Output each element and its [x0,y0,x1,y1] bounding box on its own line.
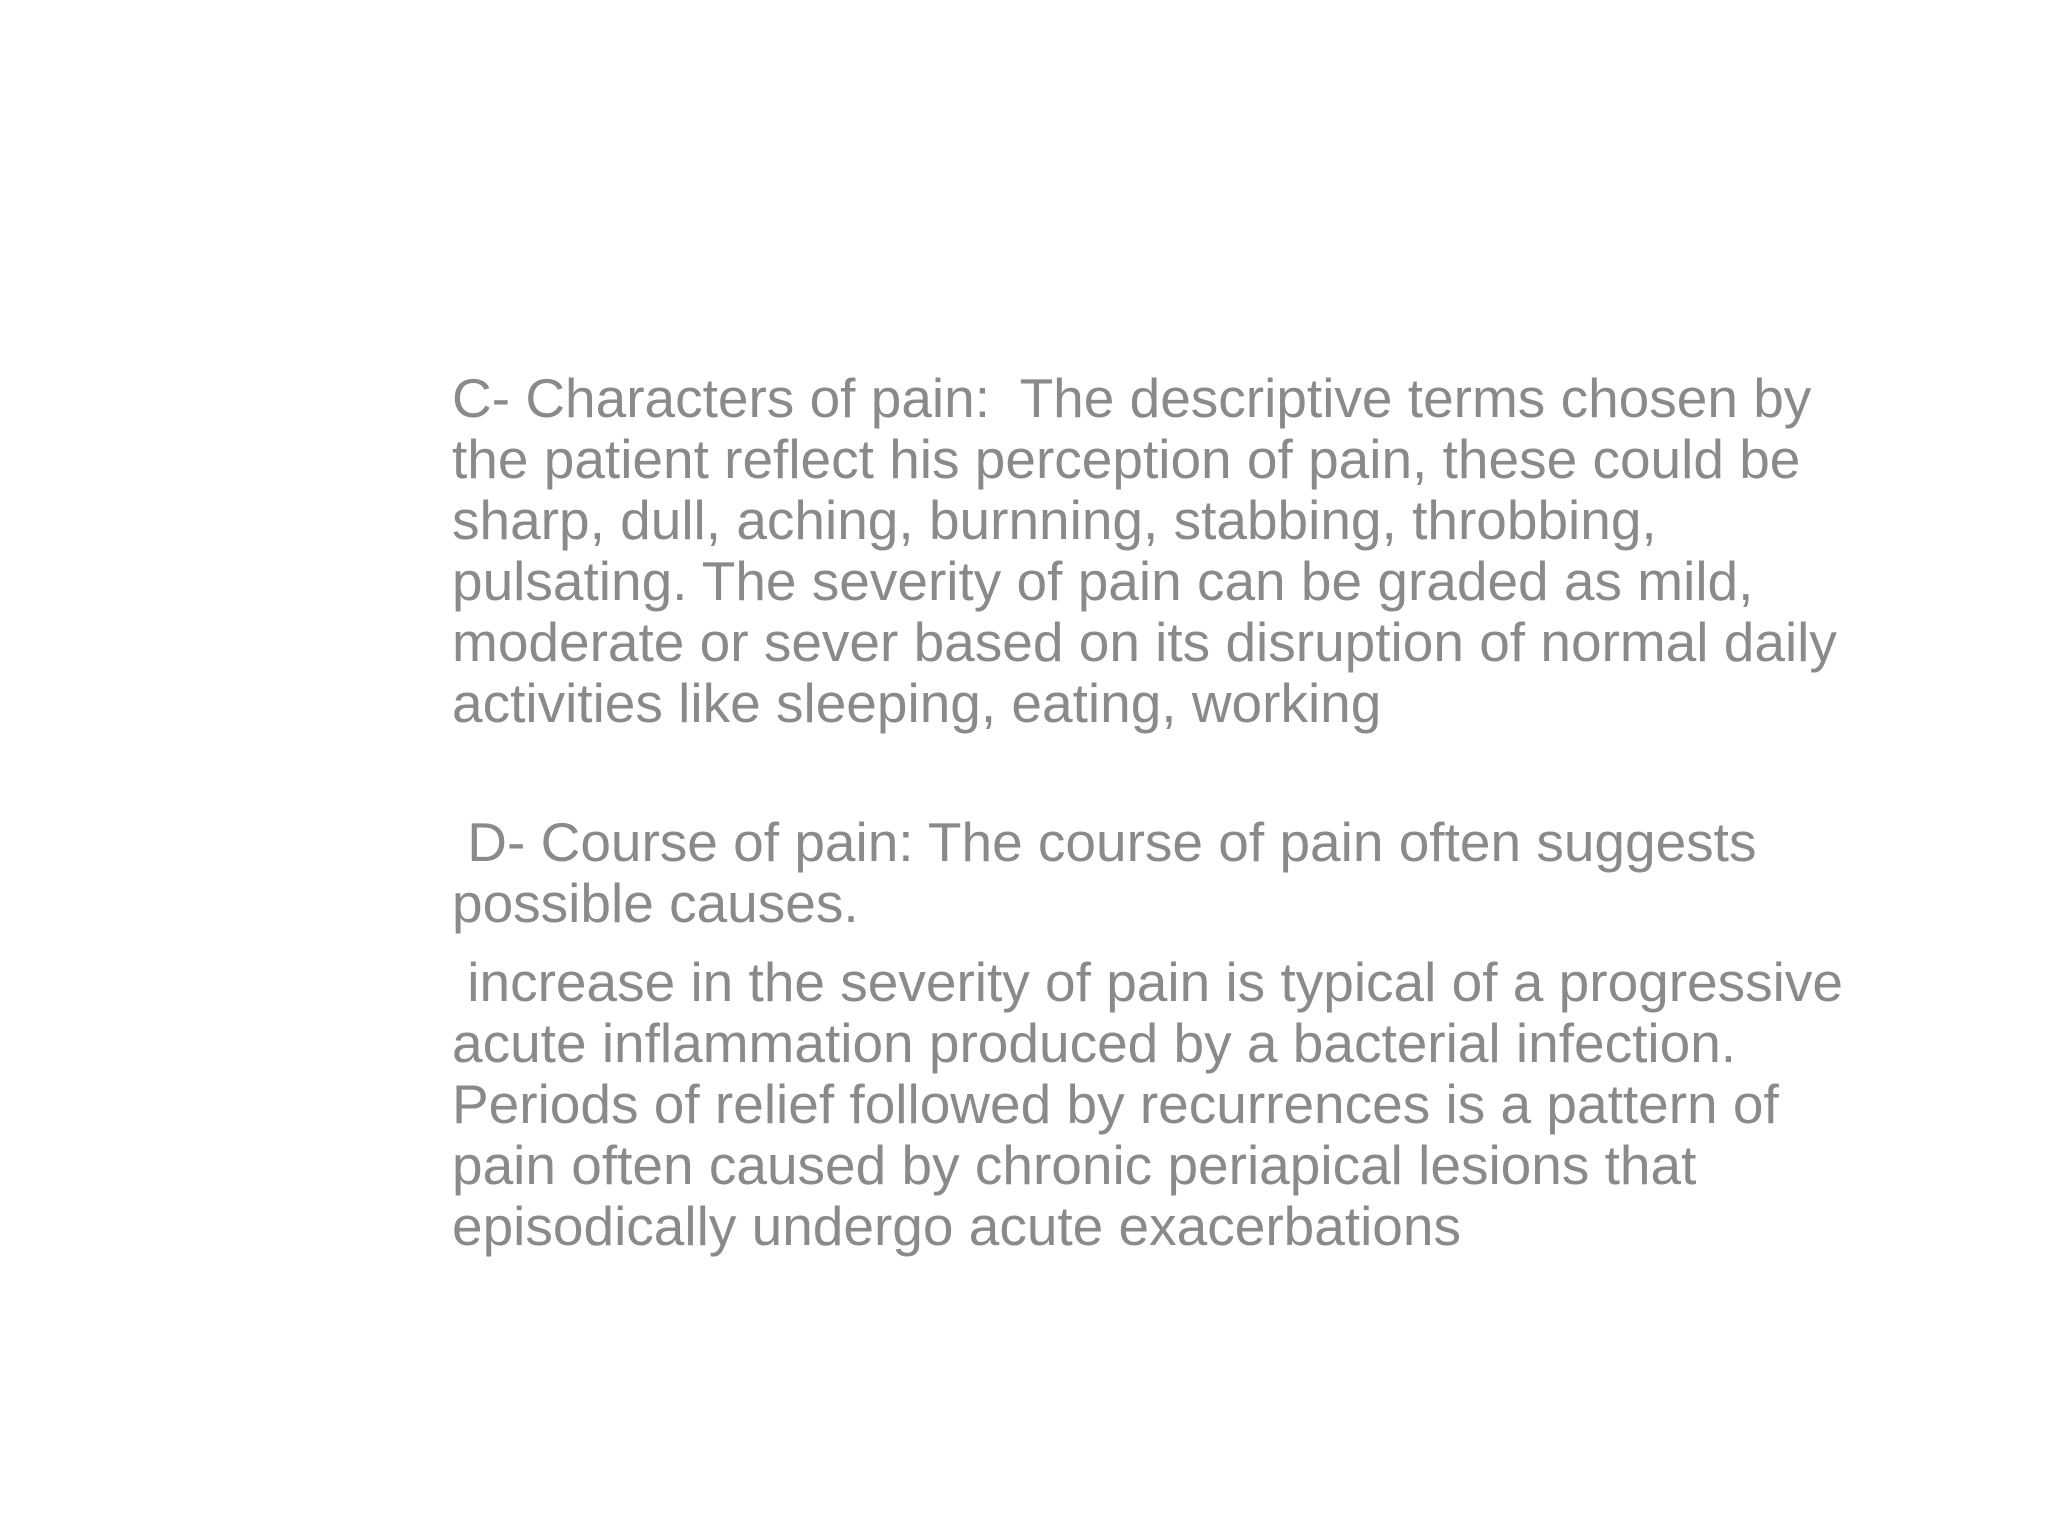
paragraph-course-of-pain: D- Course of pain: The course of pain often suggests possible causes. [452,811,1772,934]
paragraph-characters-of-pain: C- Characters of pain: The descriptive terms chosen by the patient reflect his perception of pain, these could be sharp, dull, aching, burnning, stabbing, throbbing, pulsating. The severity of pain can be graded as mild, moderate or sever based on its disruption of normal daily activities like sleeping, eating, working [452,367,1853,734]
paragraph-increase-in-severity: increase in the severity of pain is typical of a progressive acute inflammation produced by a bacterial infection. Periods of relief followed by recurrences is a pattern of pain often caused by chronic periapical lesions that episodically undergo acute exacerbations [452,951,1859,1257]
text-body [452,368,1892,1257]
